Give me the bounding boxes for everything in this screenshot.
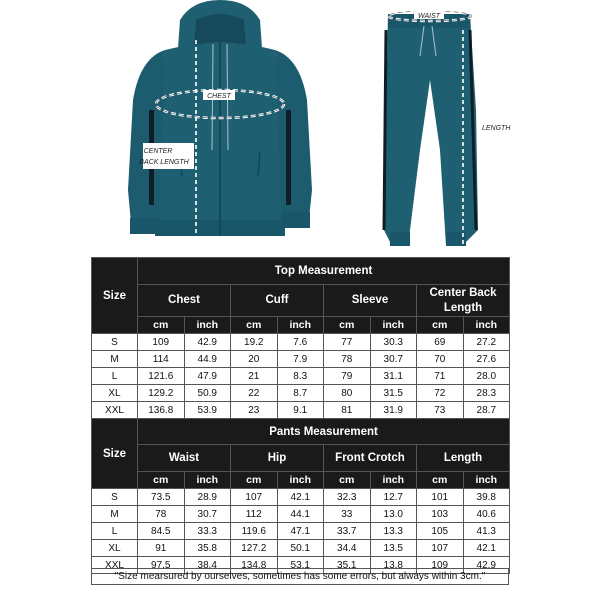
value-cell: 42.9 (463, 557, 510, 574)
value-cell: 33.3 (184, 523, 231, 540)
size-cell: XL (92, 540, 138, 557)
value-cell: 136.8 (138, 402, 185, 419)
value-cell: 42.1 (463, 540, 510, 557)
value-cell: 47.1 (277, 523, 324, 540)
value-cell: 7.9 (277, 351, 324, 368)
value-cell: 20 (231, 351, 278, 368)
size-header: Size (92, 258, 138, 334)
table-row (92, 506, 510, 523)
center-back-length-label-1: CENTER (143, 148, 173, 155)
value-cell: 13.5 (370, 540, 417, 557)
value-cell: 27.2 (463, 334, 510, 351)
value-cell: 129.2 (138, 385, 185, 402)
value-cell: 109 (417, 557, 464, 574)
value-cell: 53.1 (277, 557, 324, 574)
column-group-header: Center Back Length (417, 285, 510, 317)
unit-header: cm (324, 472, 371, 489)
value-cell: 22 (231, 385, 278, 402)
waist-label: WAIST (417, 13, 441, 20)
garment-illustration (0, 0, 600, 252)
value-cell: 107 (231, 489, 278, 506)
value-cell: 77 (324, 334, 371, 351)
unit-header: inch (463, 317, 510, 334)
unit-header: cm (138, 472, 185, 489)
unit-header: inch (277, 472, 324, 489)
value-cell: 91 (138, 540, 185, 557)
value-cell: 42.9 (184, 334, 231, 351)
unit-header: inch (370, 472, 417, 489)
column-group-header: Length (417, 445, 510, 472)
value-cell: 73 (417, 402, 464, 419)
hoodie-image (128, 0, 312, 236)
value-cell: 78 (138, 506, 185, 523)
value-cell: 30.7 (184, 506, 231, 523)
size-cell: M (92, 506, 138, 523)
value-cell: 47.9 (184, 368, 231, 385)
table-row (92, 368, 510, 385)
unit-header: inch (277, 317, 324, 334)
value-cell: 42.1 (277, 489, 324, 506)
unit-header: cm (417, 317, 464, 334)
column-group-header: Front Crotch (324, 445, 417, 472)
value-cell: 112 (231, 506, 278, 523)
value-cell: 71 (417, 368, 464, 385)
value-cell: 13.3 (370, 523, 417, 540)
value-cell: 31.9 (370, 402, 417, 419)
value-cell: 28.3 (463, 385, 510, 402)
column-group-header: Chest (138, 285, 231, 317)
table-row (92, 523, 510, 540)
value-cell: 50.9 (184, 385, 231, 402)
value-cell: 9.1 (277, 402, 324, 419)
value-cell: 53.9 (184, 402, 231, 419)
unit-header: inch (463, 472, 510, 489)
value-cell: 78 (324, 351, 371, 368)
value-cell: 30.3 (370, 334, 417, 351)
value-cell: 73.5 (138, 489, 185, 506)
value-cell: 27.6 (463, 351, 510, 368)
unit-header: cm (231, 472, 278, 489)
value-cell: 119.6 (231, 523, 278, 540)
value-cell: 31.5 (370, 385, 417, 402)
value-cell: 13.8 (370, 557, 417, 574)
pants-image (384, 10, 511, 246)
value-cell: 97.5 (138, 557, 185, 574)
table-row (92, 489, 510, 506)
value-cell: 32.3 (324, 489, 371, 506)
size-cell: S (92, 334, 138, 351)
value-cell: 44.1 (277, 506, 324, 523)
top-measurement-title: Top Measurement (138, 258, 510, 285)
value-cell: 84.5 (138, 523, 185, 540)
value-cell: 50.1 (277, 540, 324, 557)
value-cell: 103 (417, 506, 464, 523)
value-cell: 33.7 (324, 523, 371, 540)
value-cell: 12.7 (370, 489, 417, 506)
value-cell: 7.6 (277, 334, 324, 351)
value-cell: 70 (417, 351, 464, 368)
value-cell: 39.8 (463, 489, 510, 506)
value-cell: 38.4 (184, 557, 231, 574)
column-group-header: Waist (138, 445, 231, 472)
size-cell: S (92, 489, 138, 506)
chest-label: CHEST (207, 93, 231, 100)
value-cell: 8.3 (277, 368, 324, 385)
table-row (92, 402, 510, 419)
value-cell: 31.1 (370, 368, 417, 385)
unit-header: inch (184, 472, 231, 489)
size-cell: XL (92, 385, 138, 402)
value-cell: 127.2 (231, 540, 278, 557)
table-row (92, 385, 510, 402)
unit-header: inch (184, 317, 231, 334)
value-cell: 134.8 (231, 557, 278, 574)
value-cell: 35.8 (184, 540, 231, 557)
value-cell: 21 (231, 368, 278, 385)
size-cell: L (92, 368, 138, 385)
size-cell: XXL (92, 402, 138, 419)
value-cell: 80 (324, 385, 371, 402)
unit-header: inch (370, 317, 417, 334)
value-cell: 33 (324, 506, 371, 523)
unit-header: cm (417, 472, 464, 489)
value-cell: 121.6 (138, 368, 185, 385)
value-cell: 35.1 (324, 557, 371, 574)
value-cell: 30.7 (370, 351, 417, 368)
value-cell: 44.9 (184, 351, 231, 368)
value-cell: 28.9 (184, 489, 231, 506)
value-cell: 81 (324, 402, 371, 419)
value-cell: 101 (417, 489, 464, 506)
value-cell: 41.3 (463, 523, 510, 540)
center-back-length-label-2: BACK LENGTH (139, 159, 189, 166)
size-cell: XXL (92, 557, 138, 574)
value-cell: 69 (417, 334, 464, 351)
column-group-header: Cuff (231, 285, 324, 317)
value-cell: 13.0 (370, 506, 417, 523)
pants-measurement-table (91, 418, 510, 574)
value-cell: 72 (417, 385, 464, 402)
value-cell: 107 (417, 540, 464, 557)
column-group-header: Hip (231, 445, 324, 472)
value-cell: 79 (324, 368, 371, 385)
table-row (92, 540, 510, 557)
size-cell: L (92, 523, 138, 540)
value-cell: 40.6 (463, 506, 510, 523)
value-cell: 109 (138, 334, 185, 351)
length-label: LENGTH (482, 125, 511, 132)
pants-measurement-title: Pants Measurement (138, 419, 510, 445)
unit-header: cm (324, 317, 371, 334)
unit-header: cm (231, 317, 278, 334)
column-group-header: Sleeve (324, 285, 417, 317)
value-cell: 34.4 (324, 540, 371, 557)
value-cell: 8.7 (277, 385, 324, 402)
value-cell: 28.7 (463, 402, 510, 419)
top-measurement-table (91, 257, 510, 419)
value-cell: 23 (231, 402, 278, 419)
value-cell: 19.2 (231, 334, 278, 351)
table-row (92, 351, 510, 368)
value-cell: 105 (417, 523, 464, 540)
size-header: Size (92, 419, 138, 489)
measurement-note: "Size mearsured by ourselves, sometimes has some errors, but always within 3cm." (91, 568, 509, 585)
size-cell: M (92, 351, 138, 368)
value-cell: 28.0 (463, 368, 510, 385)
unit-header: cm (138, 317, 185, 334)
table-row (92, 334, 510, 351)
garment-svg (0, 0, 600, 252)
value-cell: 114 (138, 351, 185, 368)
